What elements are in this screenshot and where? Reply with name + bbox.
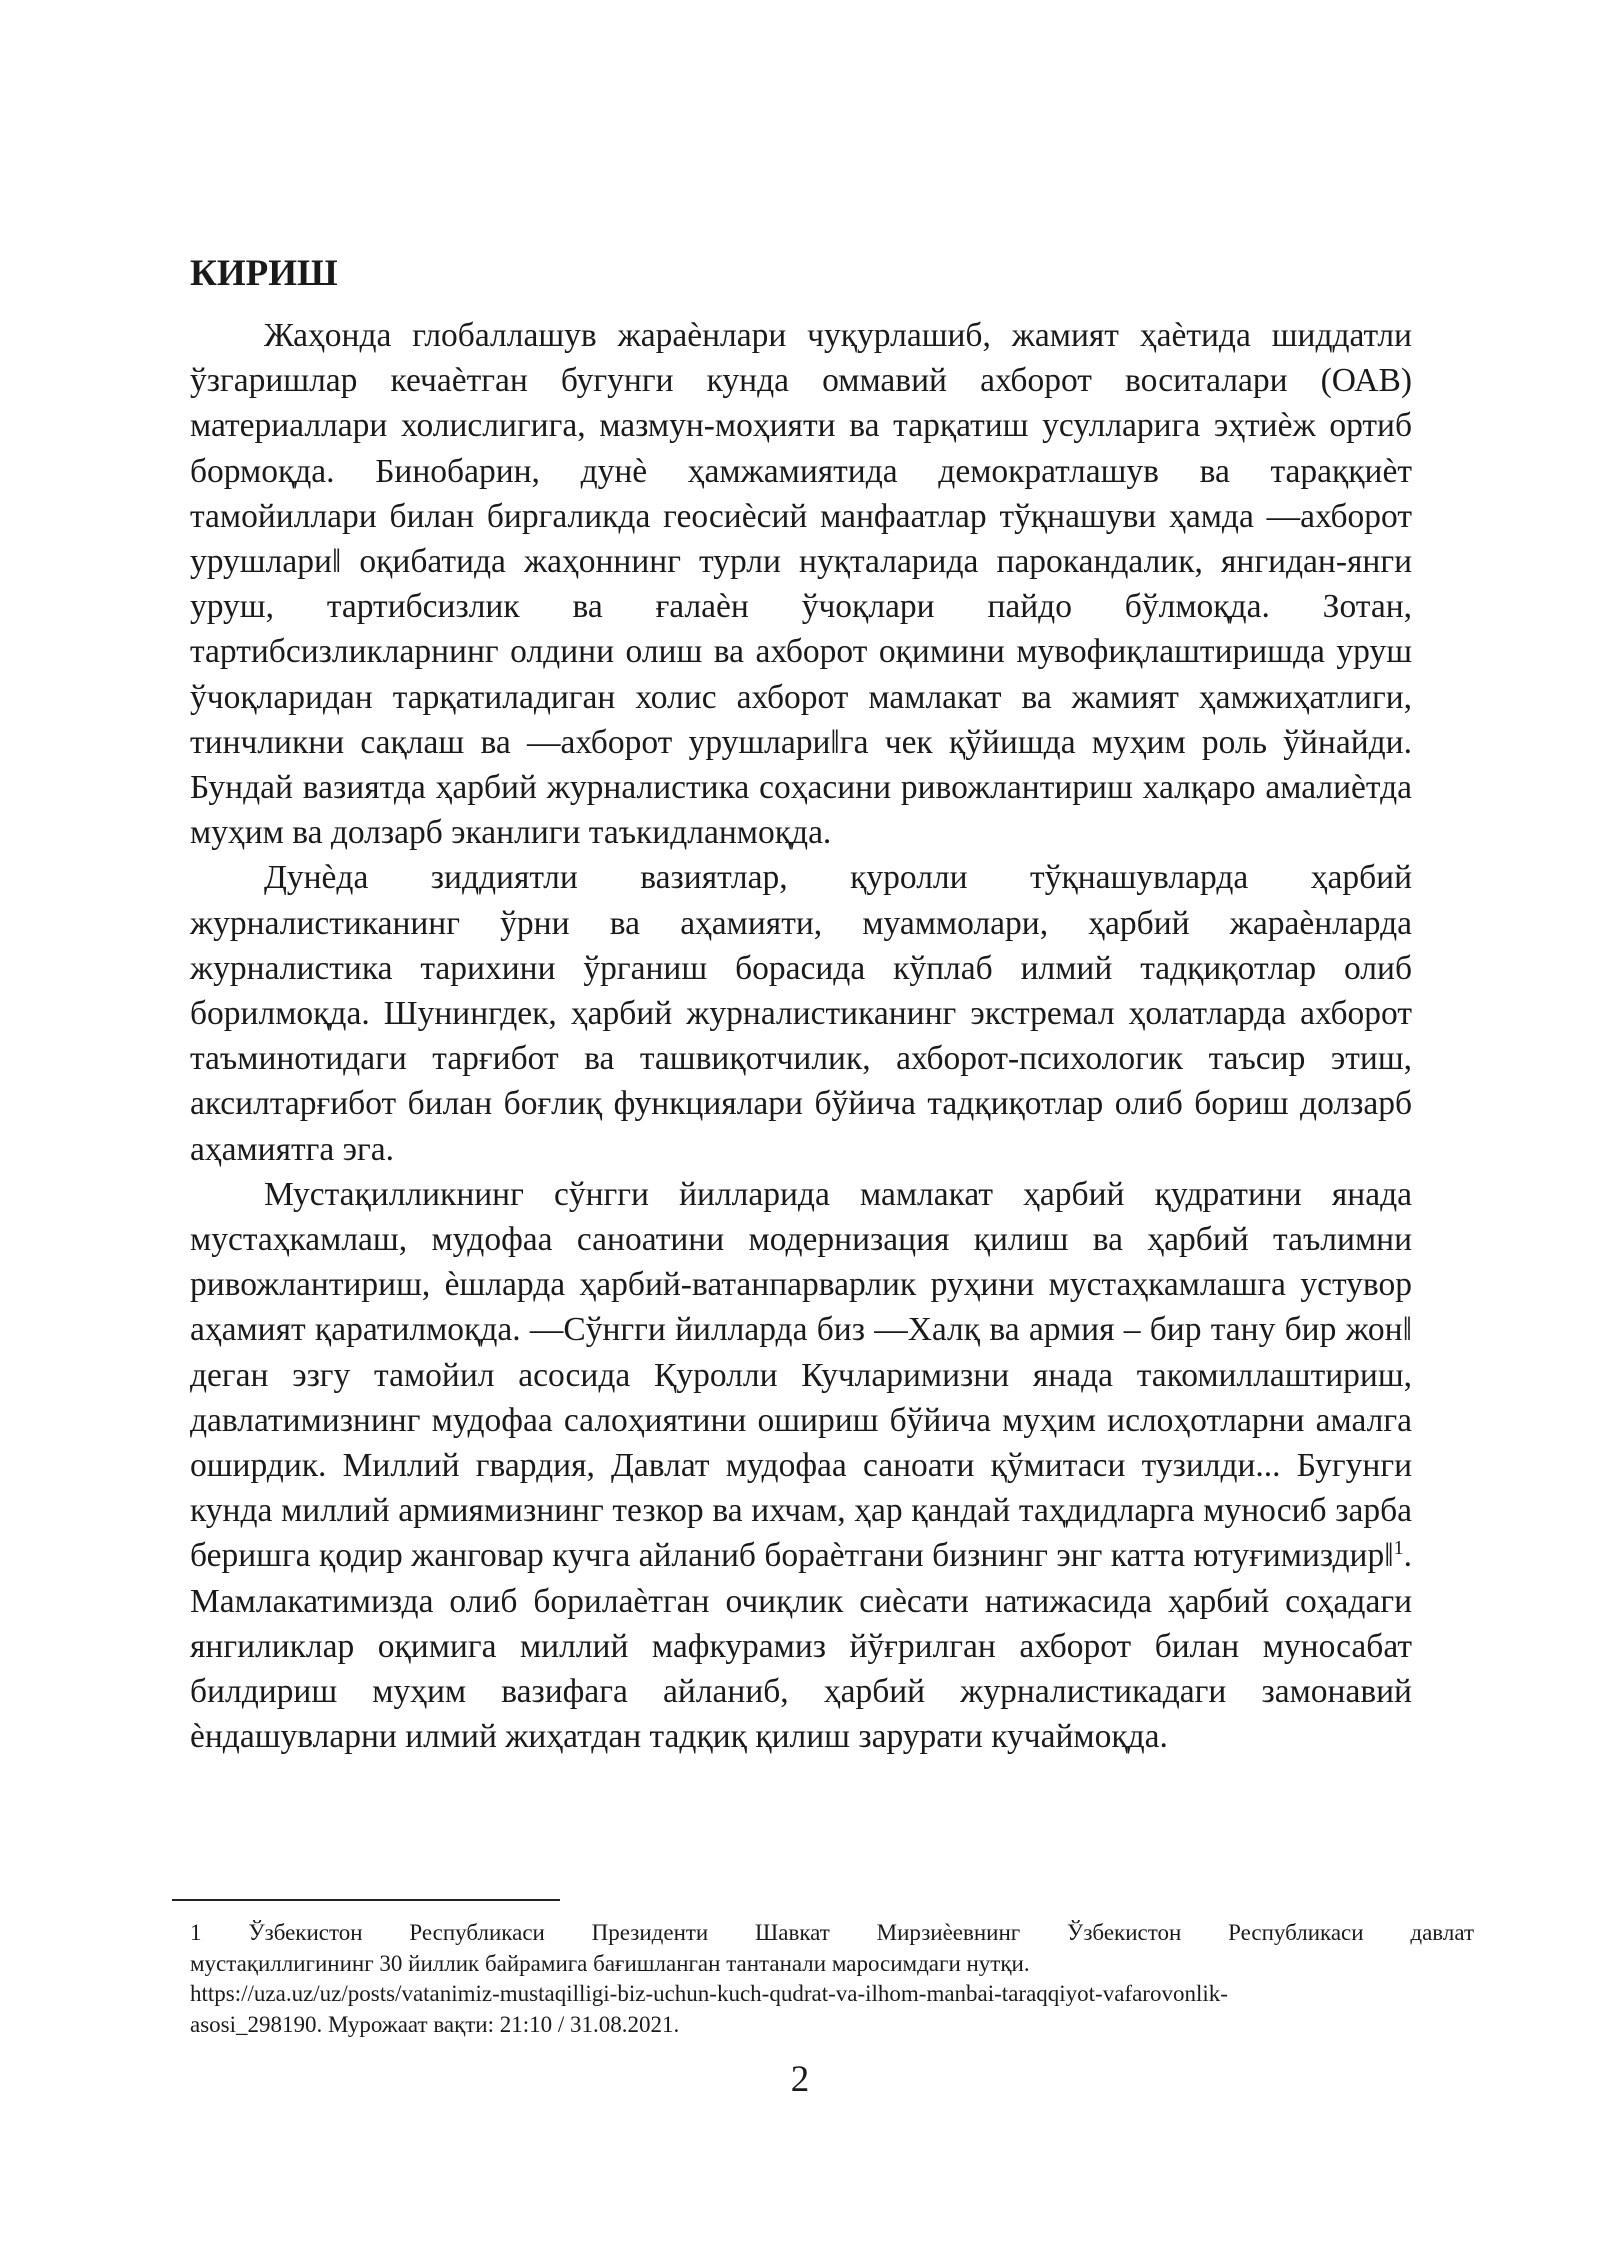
- paragraph-3: [190, 1172, 1412, 1760]
- page-number: 2: [790, 2059, 810, 2100]
- paragraph-3-text-before-ref: Мустақилликнинг сўнгги йилларида мамлакат ҳарбий қудратини янада мустаҳкамлаш, мудофаа саноатини модернизация қилиш ва ҳарбий таълимни ривожлантириш, ѐшларда ҳарбий-ватанпарварлик руҳини мустаҳкамлашга устувор аҳамият қаратилмоқда. ―Сўнгги йилларда биз ―Халқ ва армия – бир тану бир жон‖ деган эзгу тамойил асосида Қуролли Кучларимизни янада такомиллаштириш, давлатимизнинг мудофаа салоҳиятини ошириш бўйича муҳим ислоҳотларни амалга оширдик. Миллий гвардия, Давлат мудофаа саноати қўмитаси тузилди... Бугунги кунда миллий армиямизнинг тезкор ва ихчам, ҳар қандай таҳдидларга муносиб зарба беришга қодир жанговар кучга айланиб бораѐтгани бизнинг энг катта ютуғимиздир‖: [190, 1175, 1412, 1575]
- body-text: [190, 313, 1412, 1760]
- section-heading: КИРИШ: [190, 253, 338, 294]
- footnote-link[interactable]: https://uza.uz/uz/posts/vatanimiz-mustaqilligi-biz-uchun-kuch-qudrat-va-ilhom-manbai-taraqqiyot-vafarovonlik-: [190, 1981, 1228, 2006]
- footnote-line: мустақиллигининг 30 йиллик байрамига бағишланган тантанали маросимдаги нутқи.: [190, 1950, 1030, 1976]
- footnote-line: 1 Ўзбекистон Республикаси Президенти Шавкат Мирзиѐевнинг Ўзбекистон Республикаси давлат: [190, 1920, 1474, 1945]
- footnote-separator: [172, 1899, 560, 1901]
- footnote-line: asosi_298190. Мурожаат вақти: 21:10 / 31.08.2021.: [190, 2011, 680, 2037]
- paragraph-3-text-after-ref: . Мамлакатимизда олиб борилаѐтган очиқлик сиѐсати натижасида ҳарбий соҳадаги янгиликлар оқимига миллий мафкурамиз йўғрилган ахборот билан муносабат билдириш муҳим вазифага айланиб, ҳарбий журналистикадаги замонавий ѐндашувларни илмий жиҳатдан тадқиқ қилиш зарурати кучаймоқда.: [190, 1537, 1412, 1756]
- footnote-reference[interactable]: 1: [1393, 1537, 1404, 1560]
- paragraph-2: Дунѐда зиддиятли вазиятлар, қуролли тўқнашувларда ҳарбий журналистиканинг ўрни ва аҳамияти, муаммолари, ҳарбий жараѐнларда журналистика тарихини ўрганиш борасида кўплаб илмий тадқиқотлар олиб борилмоқда. Шунингдек, ҳарбий журналистиканинг экстремал ҳолатларда ахборот таъминотидаги тарғибот ва ташвиқотчилик, ахборот-психологик таъсир этиш, аксилтарғибот билан боғлиқ функциялари бўйича тадқиқотлар олиб бориш долзарб аҳамиятга эга.: [190, 859, 1412, 1168]
- footnote: [190, 1918, 1474, 2040]
- paragraph-1: Жаҳонда глобаллашув жараѐнлари чуқурлашиб, жамият ҳаѐтида шиддатли ўзгаришлар кечаѐтган бугунги кунда оммавий ахборот воситалари (ОАВ) материаллари холислигига, мазмун-моҳияти ва тарқатиш усулларига эҳтиѐж ортиб бормоқда. Бинобарин, дунѐ ҳамжамиятида демократлашув ва тараққиѐт тамойиллари билан биргаликда геосиѐсий манфаатлар тўқнашуви ҳамда ―ахборот урушлари‖ оқибатида жаҳоннинг турли нуқталарида парокандалик, янгидан-янги уруш, тартибсизлик ва ғалаѐн ўчоқлари пайдо бўлмоқда. Зотан, тартибсизликларнинг олдини олиш ва ахборот оқимини мувофиқлаштиришда уруш ўчоқларидан тарқатиладиган холис ахборот мамлакат ва жамият ҳамжиҳатлиги, тинчликни сақлаш ва ―ахборот урушлари‖га чек қўйишда муҳим роль ўйнайди. Бундай вазиятда ҳарбий журналистика соҳасини ривожлантириш халқаро амалиѐтда муҳим ва долзарб эканлиги таъкидланмоқда.: [190, 317, 1412, 852]
